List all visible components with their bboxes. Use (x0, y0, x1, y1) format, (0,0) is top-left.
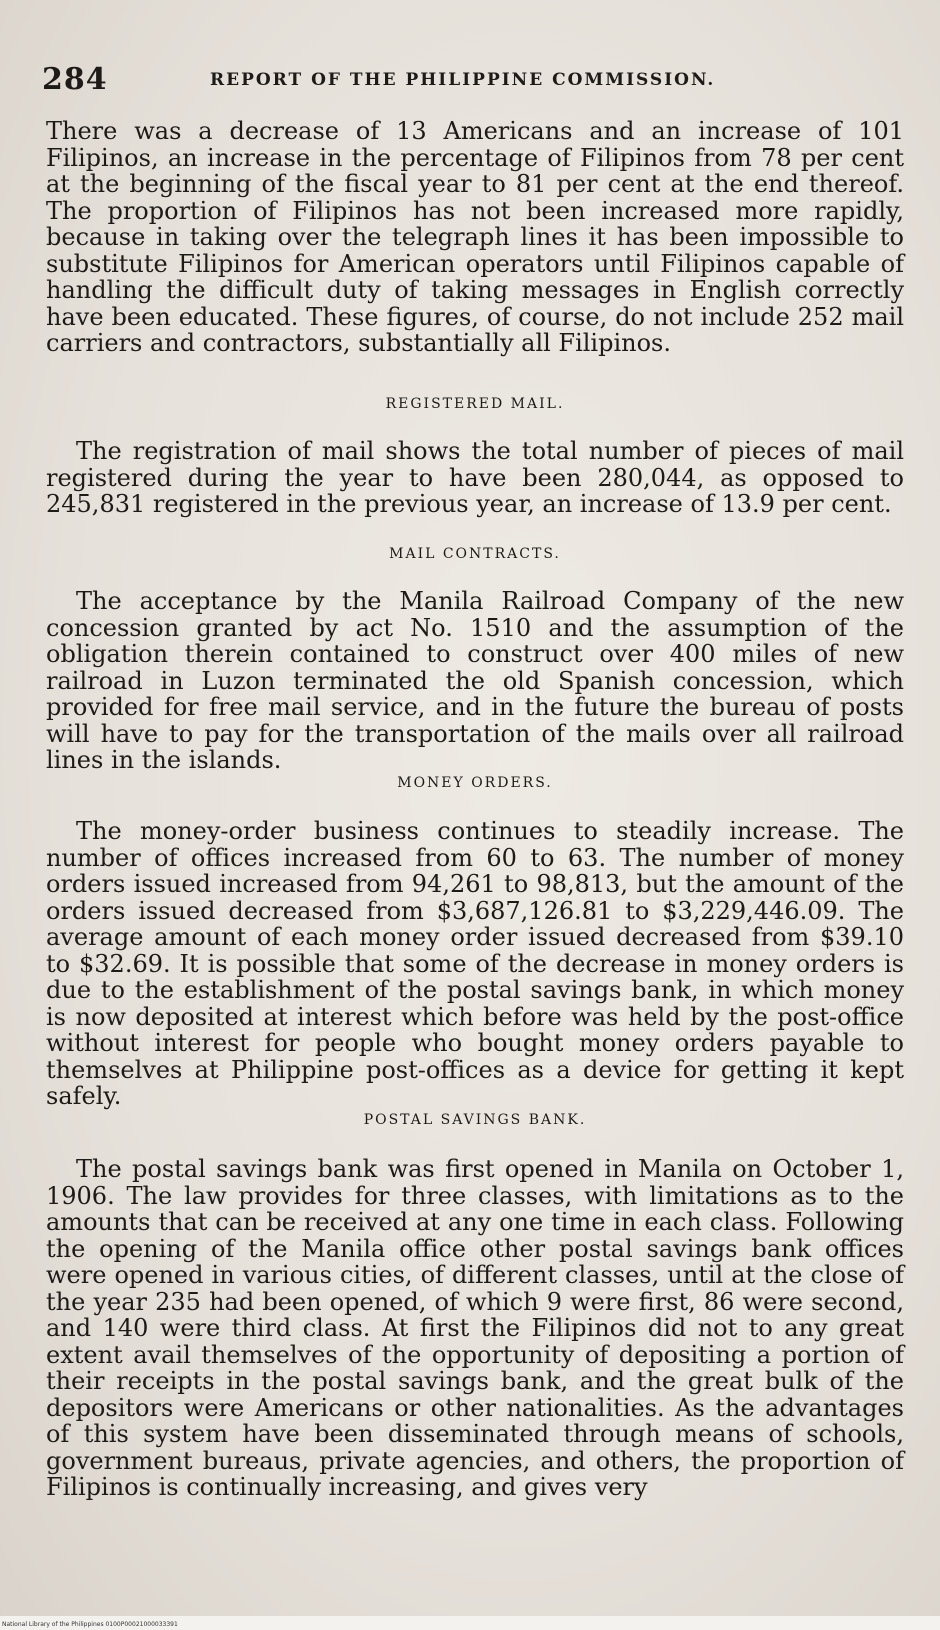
heading-mail-contracts: MAIL CONTRACTS. (389, 546, 561, 562)
paragraph-money-orders: The money-order business continues to steadily increase. The number of offices increased from 60 to 63. The number of money orders issued increased from 94,261 to 98,813, but the amount of the orders issued decreased from $3,687,126.81 to $3,229,446.09. The average amount of each money order issued decreased from $39.10 to $32.69. It is possible that some of the decrease in money orders is due to the establishment of the postal savings bank, in which money is now deposited at interest which before was held by the post-office without interest for people who bought money orders payable to themselves at Philippine post-offices as a device for getting it kept safely. (46, 817, 904, 1110)
page-header (42, 62, 902, 102)
paragraph-registered-mail: The registration of mail shows the total number of pieces of mail registered during the year to have been 280,044, as opposed to 245,831 registered in the previous year, an increase of 13.9 per cent. (46, 437, 904, 518)
page-number: 284 (42, 62, 108, 97)
paragraph-staff-composition: There was a decrease of 13 Americans and an increase of 101 Filipinos, an increase in the percentage of Filipinos from 78 per cent at the beginning of the fiscal year to 81 per cent at the end thereof. The proportion of Filipinos has not been increased more rapidly, because in taking over the telegraph lines it has been impossible to substitute Filipinos for American operators until Filipinos capable of handling the difficult duty of taking messages in English correctly have been educated. These figures, of course, do not include 252 mail carriers and contractors, substantially all Filipinos. (46, 117, 904, 357)
running-head: REPORT OF THE PHILIPPINE COMMISSION. (210, 70, 716, 90)
heading-postal-savings-bank: POSTAL SAVINGS BANK. (363, 1112, 587, 1128)
scan-credit: National Library of the Philippines 0100P00021000033391 (2, 1621, 178, 1628)
heading-money-orders: MONEY ORDERS. (397, 775, 553, 791)
paragraph-mail-contracts: The acceptance by the Manila Railroad Company of the new concession granted by act No. 1510 and the assumption of the obligation therein contained to construct over 400 miles of new railroad in Luzon terminated the old Spanish concession, which provided for free mail service, and in the future the bureau of posts will have to pay for the transportation of the mails over all railroad lines in the islands. (46, 587, 904, 774)
paragraph-postal-savings-bank: The postal savings bank was first opened in Manila on October 1, 1906. The law provides for three classes, with limitations as to the amounts that can be received at any one time in each class. Following the opening of the Manila office other postal savings bank offices were opened in various cities, of different classes, until at the close of the year 235 had been opened, of which 9 were first, 86 were second, and 140 were third class. At first the Filipinos did not to any great extent avail themselves of the opportunity of depositing a portion of their receipts in the postal savings bank, and the great bulk of the depositors were Americans or other nationalities. As the advantages of this system have been disseminated through means of schools, government bureaus, private agencies, and others, the proportion of Filipinos is continually increasing, and gives very (46, 1155, 904, 1501)
heading-registered-mail: REGISTERED MAIL. (385, 396, 565, 412)
